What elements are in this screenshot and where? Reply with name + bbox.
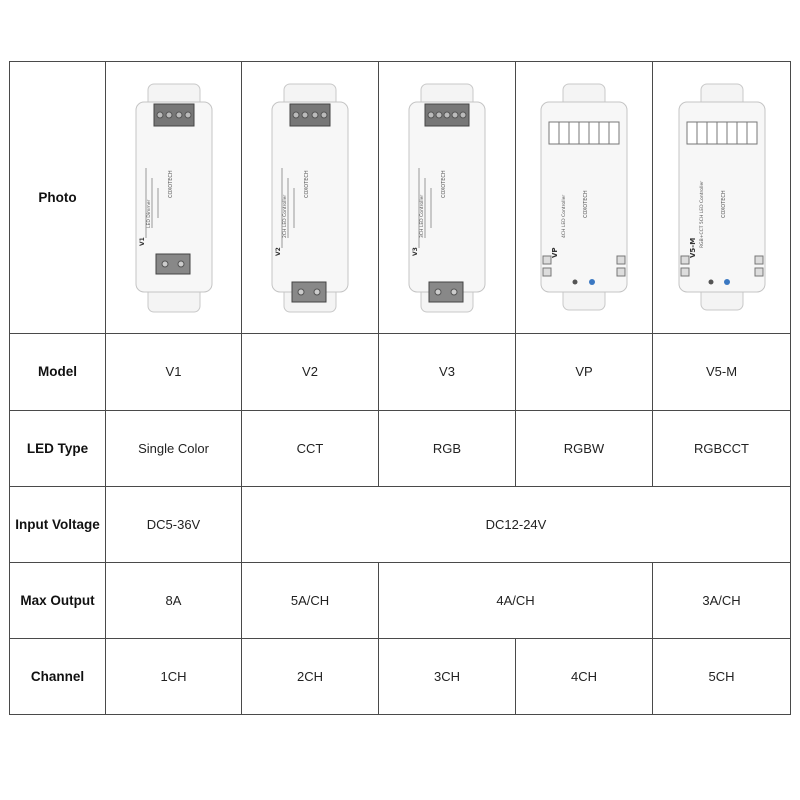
led-type-cell-vp: RGBW — [516, 410, 653, 486]
photo-label-desc-v2: 2CH LED Controller — [283, 194, 288, 238]
model-cell-v5m: V5-M — [653, 334, 791, 410]
led-type-cell-v3: RGB — [379, 410, 516, 486]
photo-label-desc-v1: LED Dimmer — [146, 199, 152, 228]
rgb-controller-photo — [397, 78, 497, 318]
led-type-row — [10, 410, 791, 486]
photo-cell-vp — [516, 62, 653, 334]
photo-label-model-v1: V1 — [138, 236, 146, 246]
photo-cell-v1 — [106, 62, 242, 334]
input-voltage-row — [10, 486, 791, 562]
rgbcct-controller-photo — [667, 78, 777, 318]
rgbw-controller-photo — [529, 78, 639, 318]
photo-label-model-vp: VP — [551, 247, 559, 258]
model-cell-v1: V1 — [106, 334, 242, 410]
photo-label-model-v5m: V5-M — [688, 237, 697, 258]
channel-cell-v1: 1CH — [106, 638, 242, 714]
max-output-cell-v1: 8A — [106, 562, 242, 638]
channel-cell-vp: 4CH — [516, 638, 653, 714]
channel-cell-v3: 3CH — [379, 638, 516, 714]
photo-row — [10, 62, 791, 334]
photo-label-model-v3: V3 — [412, 246, 419, 256]
model-row — [10, 334, 791, 410]
spec-table — [9, 61, 791, 715]
led-type-cell-v1: Single Color — [106, 410, 242, 486]
photo-cell-v3 — [379, 62, 516, 334]
max-output-cell-v3-vp: 4A/CH — [379, 562, 653, 638]
input-voltage-cell-v1: DC5-36V — [106, 486, 242, 562]
photo-label-brand-vp: COXOTECH — [583, 190, 589, 218]
max-output-cell-v2: 5A/CH — [242, 562, 379, 638]
photo-label-brand-v2: COXOTECH — [304, 170, 310, 198]
led-type-cell-v2: CCT — [242, 410, 379, 486]
input-voltage-cell-others: DC12-24V — [242, 486, 791, 562]
max-output-cell-v5m: 3A/CH — [653, 562, 791, 638]
photo-label-brand-v5m: COXOTECH — [720, 190, 727, 218]
photo-label-desc-v5m: RGB+CCT 5CH LED Controller — [699, 180, 705, 248]
row-header-channel: Channel — [10, 638, 106, 714]
cct-controller-photo — [260, 78, 360, 318]
photo-label-model-v2: V2 — [275, 246, 282, 256]
model-cell-vp: VP — [516, 334, 653, 410]
photo-label-brand-v3: COXOTECH — [441, 170, 447, 198]
channel-row — [10, 638, 791, 714]
channel-cell-v5m: 5CH — [653, 638, 791, 714]
photo-cell-v5m — [653, 62, 791, 334]
max-output-row — [10, 562, 791, 638]
photo-label-desc-vp: 4CH LED Controller — [562, 194, 567, 238]
row-header-max-output: Max Output — [10, 562, 106, 638]
row-header-input-voltage: Input Voltage — [10, 486, 106, 562]
channel-cell-v2: 2CH — [242, 638, 379, 714]
model-cell-v3: V3 — [379, 334, 516, 410]
photo-label-desc-v3: 3CH LED Controller — [420, 194, 425, 238]
photo-cell-v2 — [242, 62, 379, 334]
photo-label-brand-v1: COXOTECH — [167, 170, 174, 198]
row-header-photo: Photo — [10, 62, 106, 334]
led-type-cell-v5m: RGBCCT — [653, 410, 791, 486]
row-header-led-type: LED Type — [10, 410, 106, 486]
single-color-controller-photo — [124, 78, 224, 318]
row-header-model: Model — [10, 334, 106, 410]
model-cell-v2: V2 — [242, 334, 379, 410]
